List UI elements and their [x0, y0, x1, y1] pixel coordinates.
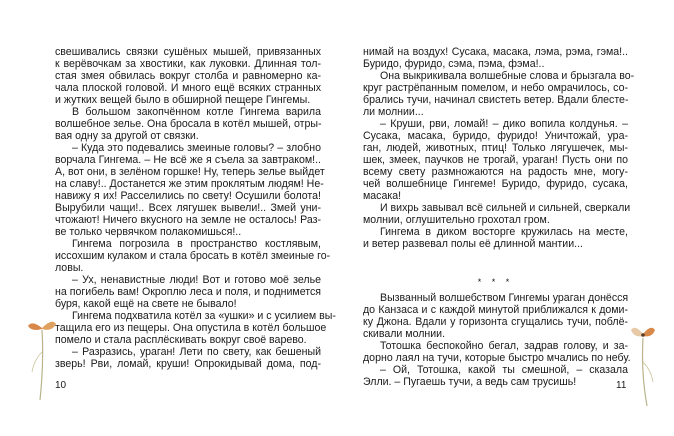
- page-number-right: 11: [616, 380, 627, 391]
- text-line: навижу я их! Расселились по свету! Осушили болота!: [55, 190, 321, 202]
- text-line: к верёвочкам за хвостики, как луковки. Длинная тол-: [55, 58, 321, 70]
- text-line: масака!: [363, 190, 402, 202]
- text-line: И вихрь завывал всё сильней и сильней, сверкали: [380, 202, 631, 214]
- text-line: ли молнии...: [363, 106, 424, 118]
- text-line: до Канзаса и с каждой минутой приближался к доми-: [363, 304, 628, 316]
- text-line: – Круши, рви, ломай! – дико вопила колдунья. –: [380, 118, 628, 130]
- text-line: Гингема в диком восторге кружилась на месте,: [380, 226, 628, 238]
- text-line: дорно лаял на тучи, которые быстро мчались по небу.: [363, 352, 631, 364]
- text-line: помело и стала расплёскивать вокруг своё варево.: [55, 334, 307, 346]
- text-line: чала плоской головой. И много ещё всяких странных: [55, 82, 321, 94]
- text-line: тащила его из пещеры. Она опустила в котёл большое: [55, 322, 327, 334]
- text-line: – Ой, Тотошка, какой ты смешной, – сказала: [380, 364, 628, 376]
- text-line: на славу!.. Достанется же этим проклятым людям! Не-: [55, 178, 324, 190]
- text-line: Гингема подхватила котёл за «ушки» и с усилием вы-: [72, 310, 336, 322]
- text-line: зверь! Рви, ломай, круши! Опрокидывай дома, под-: [55, 358, 321, 370]
- left-page-text: [55, 46, 336, 370]
- text-line: круг растрёпанным помелом, и небо омрачилось, со-: [363, 82, 628, 94]
- text-line: Элли. – Пугаешь тучи, а ведь сам трусишь!: [363, 376, 577, 388]
- text-line: брались тучи, начинал свистеть ветер. Вдали блесте-: [363, 94, 629, 106]
- text-line: волшебное зелье. Она бросала в котёл мышей, отры-: [55, 118, 322, 130]
- right-page-text: [363, 46, 635, 388]
- text-line: всему свету размножаются на радость мне, могу-: [363, 166, 628, 178]
- text-line: скивали молнии.: [363, 328, 446, 340]
- text-line: ку Джона. Вдали у горизонта сгущались тучи, поблё-: [363, 316, 628, 328]
- text-line: на погибель вам! Окроплю леса и поля, и поднимется: [55, 286, 321, 298]
- text-line: ве только червячком полакомишься!..: [55, 226, 242, 238]
- text-line: А, вот они, в зелёном горшке! Ну, теперь зелье выйдет: [55, 166, 325, 178]
- butterfly-stem-illustration-right: [625, 318, 665, 408]
- text-line: Вырубили чащи!.. Всех лягушек вывели!.. Змей уни-: [55, 202, 321, 214]
- text-line: и жутких вещей было в обширной пещере Гингемы.: [55, 94, 311, 106]
- text-line: молнии, оглушительно грохотал гром.: [363, 214, 550, 226]
- text-line: ган, людей, животных, птиц! Только лягушечек, мы-: [363, 142, 628, 154]
- right-text-before-break: [363, 46, 635, 250]
- text-line: Тотошка беспокойно бегал, задрав голову, и за-: [380, 340, 628, 352]
- text-line: чтожают! Ничего вкусного на земле не осталось! Раз-: [55, 214, 321, 226]
- text-line: – Куда это подевались змеиные головы? – злобно: [72, 142, 321, 154]
- text-line: – Ух, ненавистные люди! Вот и готово моё зелье: [72, 274, 321, 286]
- text-line: иссохшим кулаком и стала бросать в котёл змеиные го-: [55, 250, 331, 262]
- text-line: ворчала Гингема. – Не всё же я съела за завтраком!..: [55, 154, 321, 166]
- text-line: Сусака, масака, буридо, фуридо! Уничтожай, ура-: [363, 130, 628, 142]
- text-line: Буридо, фуридо, сэма, пэма, фэма!..: [363, 58, 545, 70]
- text-line: чей волшебнице Гингеме! Буридо, фуридо, сусака,: [363, 178, 628, 190]
- text-line: Она выкрикивала волшебные слова и брызгала во-: [380, 70, 635, 82]
- text-line: нимай на воздух! Сусака, масака, лэма, рэма, гэма!..: [363, 46, 628, 58]
- text-line: буря, какой ещё на свете не бывало!: [55, 298, 237, 310]
- text-line: шек, змеек, паучков не трогай, ураган! Пусть они по: [363, 154, 628, 166]
- section-separator: * * *: [477, 277, 514, 287]
- text-line: В большом закопчённом котле Гингема варила: [72, 106, 321, 118]
- text-line: – Разразись, ураган! Лети по свету, как бешеный: [72, 346, 321, 358]
- page-number-left: 10: [55, 380, 67, 391]
- text-line: и ветер развевал полы её длинной мантии...: [363, 238, 583, 250]
- text-line: свешивались связки сушёных мышей, привязанных: [55, 46, 321, 58]
- text-line: Вызванный волшебством Гингемы ураган донёсся: [380, 292, 629, 304]
- text-line: вая одну за другой от связки.: [55, 130, 199, 142]
- butterfly-stem-illustration-left: [22, 312, 62, 402]
- right-text-after-break: [363, 292, 631, 388]
- text-line: стая змея обвилась вокруг столба и равномерно ка-: [55, 70, 321, 82]
- text-line: ловы.: [55, 262, 84, 274]
- text-line: Гингема погрозила в пространство костлявым,: [72, 238, 321, 250]
